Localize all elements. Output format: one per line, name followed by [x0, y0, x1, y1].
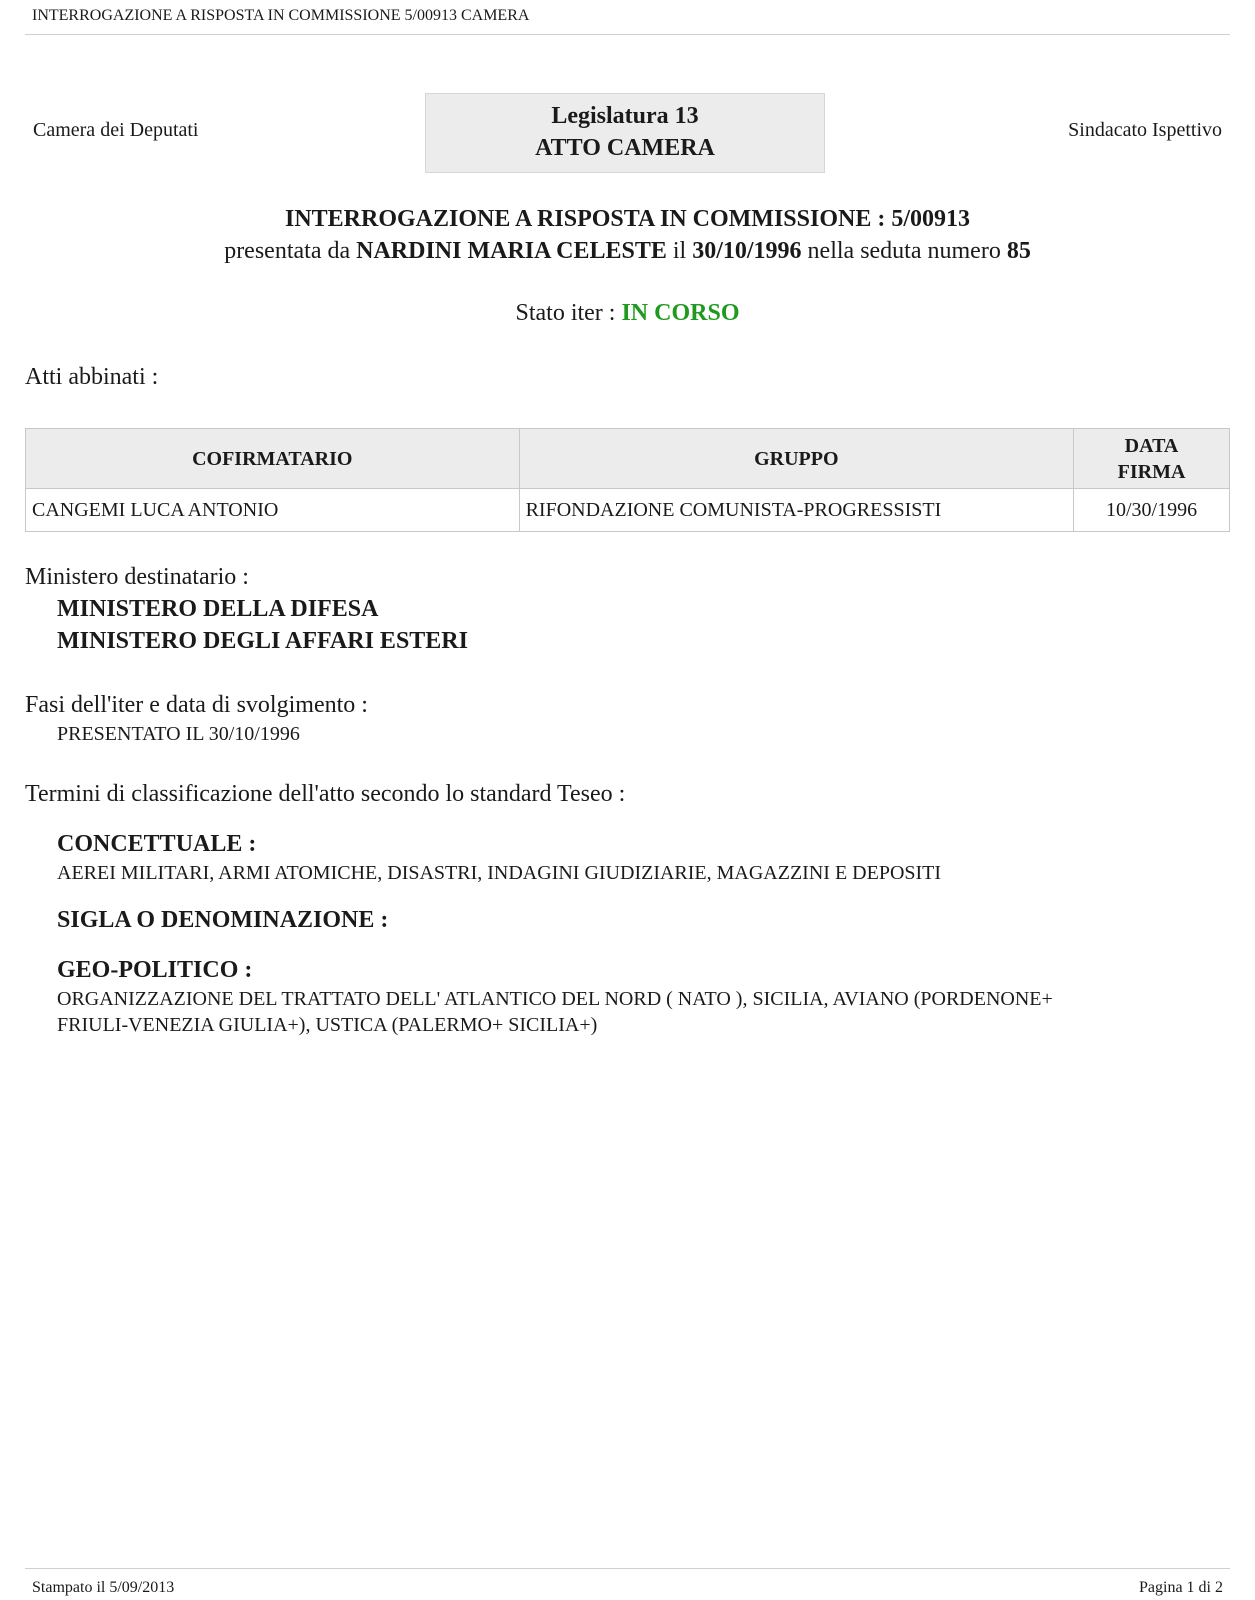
- masthead: [25, 93, 1230, 173]
- concettuale-terms: AEREI MILITARI, ARMI ATOMICHE, DISASTRI, INDAGINI GIUDIZIARIE, MAGAZZINI E DEPOSITI: [57, 862, 942, 884]
- atto-camera-label: ATTO CAMERA: [535, 135, 715, 161]
- column-header-data-firma: [1074, 429, 1230, 489]
- column-header-cofirmatario: COFIRMATARIO: [26, 429, 520, 489]
- seduta-number: 85: [1006, 238, 1031, 264]
- seduta-text: nella seduta numero: [807, 238, 1001, 264]
- list-item: MINISTERO DELLA DIFESA: [57, 596, 379, 622]
- table-row: [26, 489, 1230, 532]
- legislatura-box: [425, 93, 825, 173]
- print-date: Stampato il 5/09/2013: [32, 1579, 175, 1596]
- il-word: il: [672, 238, 687, 264]
- geo-terms-line1: ORGANIZZAZIONE DEL TRATTATO DELL' ATLANTICO DEL NORD ( NATO ), SICILIA, AVIANO (PORDENONE+: [57, 988, 1053, 1010]
- list-item: PRESENTATO IL 30/10/1996: [57, 723, 300, 745]
- presentata-prefix: presentata da: [224, 238, 351, 264]
- list-item: MINISTERO DEGLI AFFARI ESTERI: [57, 628, 468, 654]
- cofirmatari-table: [25, 428, 1230, 532]
- cofirmatario-cell: CANGEMI LUCA ANTONIO: [26, 489, 520, 532]
- presentation-date: 30/10/1996: [692, 238, 802, 264]
- stato-label: Stato iter :: [515, 300, 616, 326]
- column-header-gruppo: GRUPPO: [519, 429, 1073, 489]
- stato-iter: [0, 297, 1255, 329]
- ministero-label: Ministero destinatario :: [25, 564, 249, 590]
- gruppo-cell: RIFONDAZIONE COMUNISTA-PROGRESSISTI: [519, 489, 1073, 532]
- ministero-section: [25, 561, 1230, 657]
- sigla-heading: SIGLA O DENOMINAZIONE :: [57, 907, 389, 933]
- data-firma-line2: FIRMA: [1117, 460, 1186, 483]
- termini-body: [25, 828, 1230, 1038]
- ministero-list: [25, 593, 1230, 657]
- geo-heading: GEO-POLITICO :: [57, 957, 253, 983]
- document-title: INTERROGAZIONE A RISPOSTA IN COMMISSIONE : 5/00913: [284, 206, 970, 232]
- atti-abbinati-label: Atti abbinati :: [25, 364, 159, 390]
- data-firma-cell: 10/30/1996: [1074, 489, 1230, 532]
- running-footer: [25, 1568, 1230, 1600]
- geo-terms-line2: FRIULI-VENEZIA GIULIA+), USTICA (PALERMO+ SICILIA+): [57, 1014, 598, 1036]
- section-name: Sindacato Ispettivo: [1068, 119, 1222, 141]
- fasi-label: Fasi dell'iter e data di svolgimento :: [25, 692, 368, 718]
- fasi-section: [25, 689, 1230, 747]
- document-title-block: [0, 203, 1255, 267]
- status-value: IN CORSO: [621, 300, 740, 326]
- table-header-row: [26, 429, 1230, 489]
- presentation-line: [0, 235, 1255, 267]
- institution-name: Camera dei Deputati: [33, 119, 199, 141]
- termini-section: [25, 778, 1230, 1038]
- concettuale-heading: CONCETTUALE :: [57, 831, 257, 857]
- legislatura-label: Legislatura 13: [551, 103, 699, 129]
- presenter-name: NARDINI MARIA CELESTE: [356, 238, 667, 264]
- running-header: INTERROGAZIONE A RISPOSTA IN COMMISSIONE 5/00913 CAMERA: [25, 0, 1230, 35]
- termini-label: Termini di classificazione dell'atto secondo lo standard Teseo :: [25, 781, 626, 807]
- data-firma-line1: DATA: [1124, 434, 1179, 457]
- page-number: Pagina 1 di 2: [1139, 1579, 1223, 1596]
